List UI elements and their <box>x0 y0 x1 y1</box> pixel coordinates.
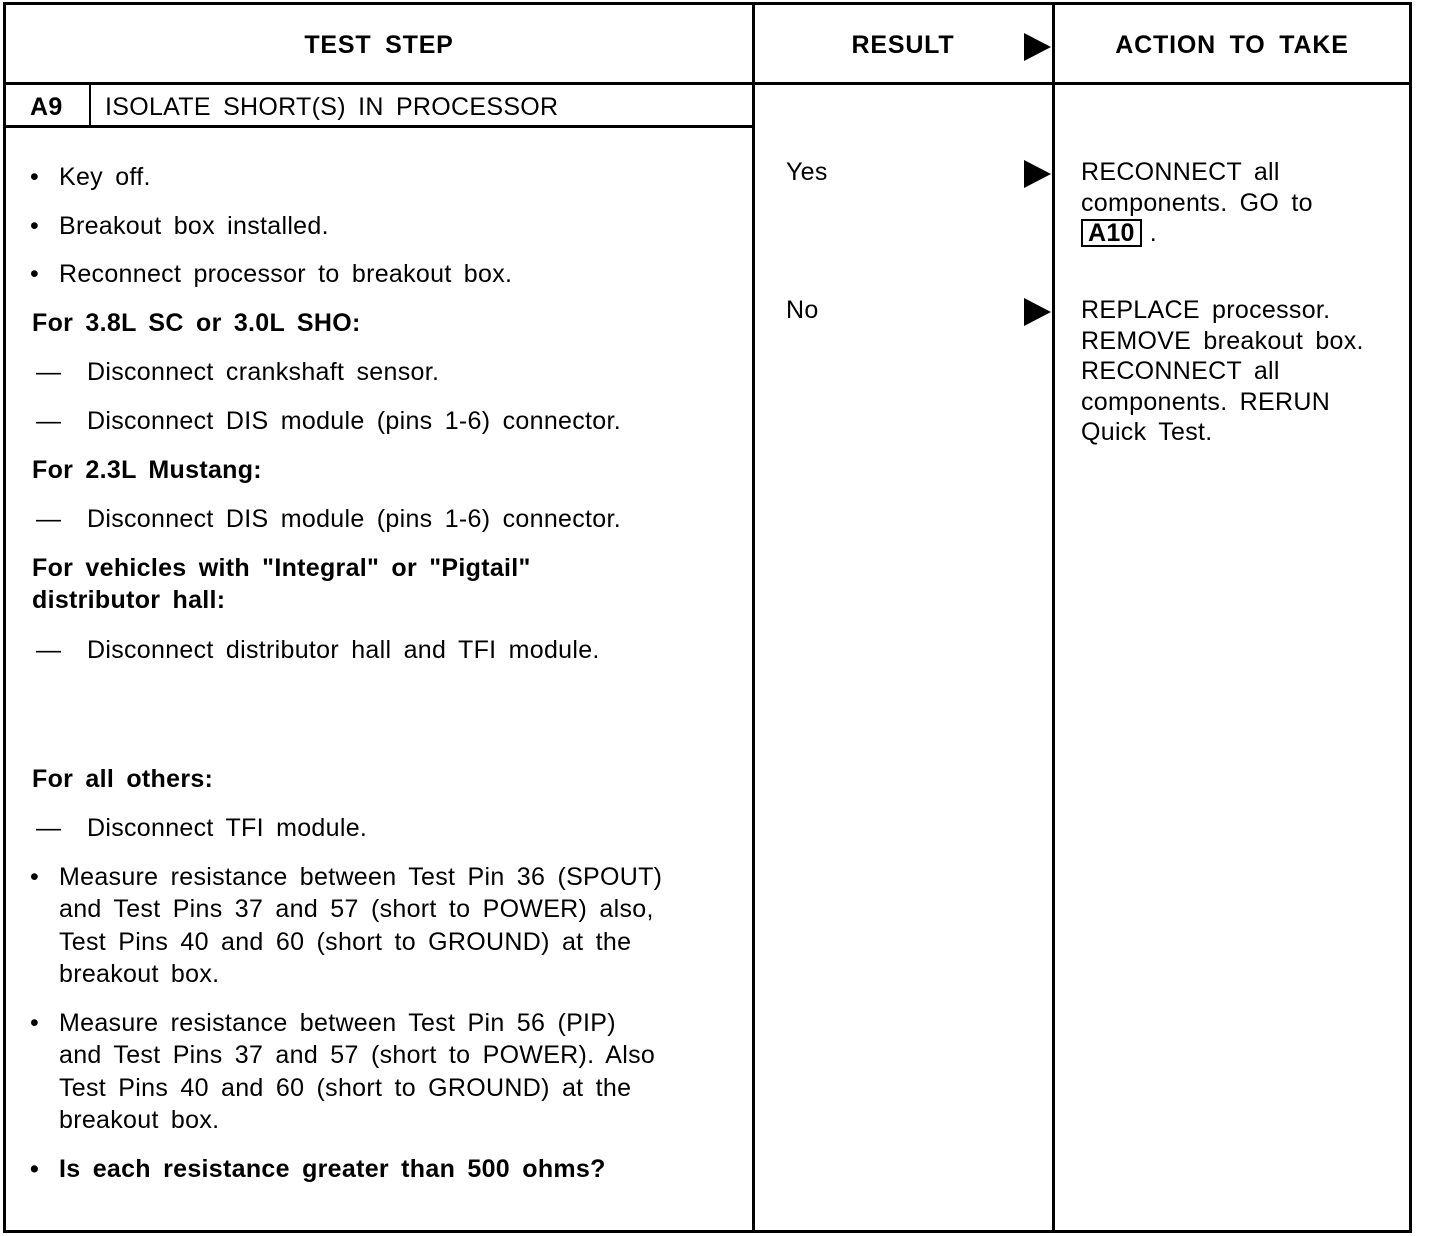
goto-step-box[interactable]: A10 <box>1081 219 1142 247</box>
section-heading: For 3.8L SC or 3.0L SHO: <box>32 309 361 337</box>
instruction-line: breakout box. <box>59 1105 220 1134</box>
action-line: components. RERUN <box>1081 387 1331 416</box>
dash-icon: — <box>36 505 62 533</box>
step-row-divider <box>4 125 754 128</box>
result-label-yes: Yes <box>786 158 828 186</box>
instruction-line: and Test Pins 37 and 57 (short to POWER) also, <box>59 895 654 924</box>
instruction-line: Disconnect DIS module (pins 1-6) connector. <box>87 505 621 533</box>
instruction-line: Measure resistance between Test Pin 36 (SPOUT) <box>59 863 663 891</box>
action-line: components. GO to <box>1081 188 1313 217</box>
instruction-line: Test Pins 40 and 60 (short to GROUND) at the <box>59 927 632 956</box>
bullet-icon: • <box>30 863 40 891</box>
action-line: RECONNECT all <box>1081 357 1280 385</box>
bullet-icon: • <box>30 1155 40 1183</box>
header-divider <box>4 82 1412 85</box>
table-border-left <box>3 2 6 1233</box>
dash-icon: — <box>36 358 62 386</box>
step-id-divider <box>89 84 91 126</box>
table-border-right <box>1409 2 1412 1233</box>
bullet-icon: • <box>30 212 40 240</box>
instruction-line: Disconnect distributor hall and TFI module. <box>87 636 600 664</box>
instruction-line: Disconnect TFI module. <box>87 814 368 842</box>
action-line: Quick Test. <box>1081 418 1213 446</box>
section-heading: For 2.3L Mustang: <box>32 456 262 484</box>
goto-suffix: . <box>1149 219 1158 247</box>
arrow-right-icon <box>1024 160 1051 188</box>
goto-reference[interactable] <box>1081 217 1157 249</box>
action-line: REMOVE breakout box. <box>1081 326 1364 355</box>
bullet-icon: • <box>30 260 40 288</box>
dash-icon: — <box>36 407 62 435</box>
instruction-line: Measure resistance between Test Pin 56 (PIP) <box>59 1009 616 1037</box>
header-action: ACTION TO TAKE <box>1115 31 1349 59</box>
instruction-line: Reconnect processor to breakout box. <box>59 260 513 288</box>
instruction-line: Key off. <box>59 163 151 191</box>
step-title: ISOLATE SHORT(S) IN PROCESSOR <box>105 93 559 121</box>
header-result: RESULT <box>851 31 955 59</box>
section-heading: distributor hall: <box>32 586 226 615</box>
arrow-right-icon <box>1024 298 1051 326</box>
column-divider-2 <box>1052 2 1055 1233</box>
instruction-line: Disconnect DIS module (pins 1-6) connector. <box>87 407 621 435</box>
dash-icon: — <box>36 814 62 842</box>
instruction-line: Test Pins 40 and 60 (short to GROUND) at the <box>59 1073 632 1102</box>
header-test-step: TEST STEP <box>304 31 454 59</box>
bullet-icon: • <box>30 1009 40 1037</box>
bullet-icon: • <box>30 163 40 191</box>
section-heading: For vehicles with "Integral" or "Pigtail" <box>32 554 531 582</box>
instruction-line: and Test Pins 37 and 57 (short to POWER). Also <box>59 1041 656 1070</box>
action-line: REPLACE processor. <box>1081 296 1331 324</box>
instruction-line: breakout box. <box>59 959 220 988</box>
column-divider-1 <box>752 2 755 1233</box>
table-border-bottom <box>4 1230 1412 1233</box>
action-line: RECONNECT all <box>1081 158 1280 186</box>
instruction-line: Is each resistance greater than 500 ohms? <box>59 1155 606 1183</box>
dash-icon: — <box>36 636 62 664</box>
instruction-line: Breakout box installed. <box>59 212 329 240</box>
header-arrow-icon <box>1024 33 1051 61</box>
result-label-no: No <box>786 296 819 324</box>
step-id: A9 <box>30 93 63 121</box>
instruction-line: Disconnect crankshaft sensor. <box>87 358 440 386</box>
section-heading: For all others: <box>32 765 214 793</box>
table-border-top <box>4 2 1412 5</box>
